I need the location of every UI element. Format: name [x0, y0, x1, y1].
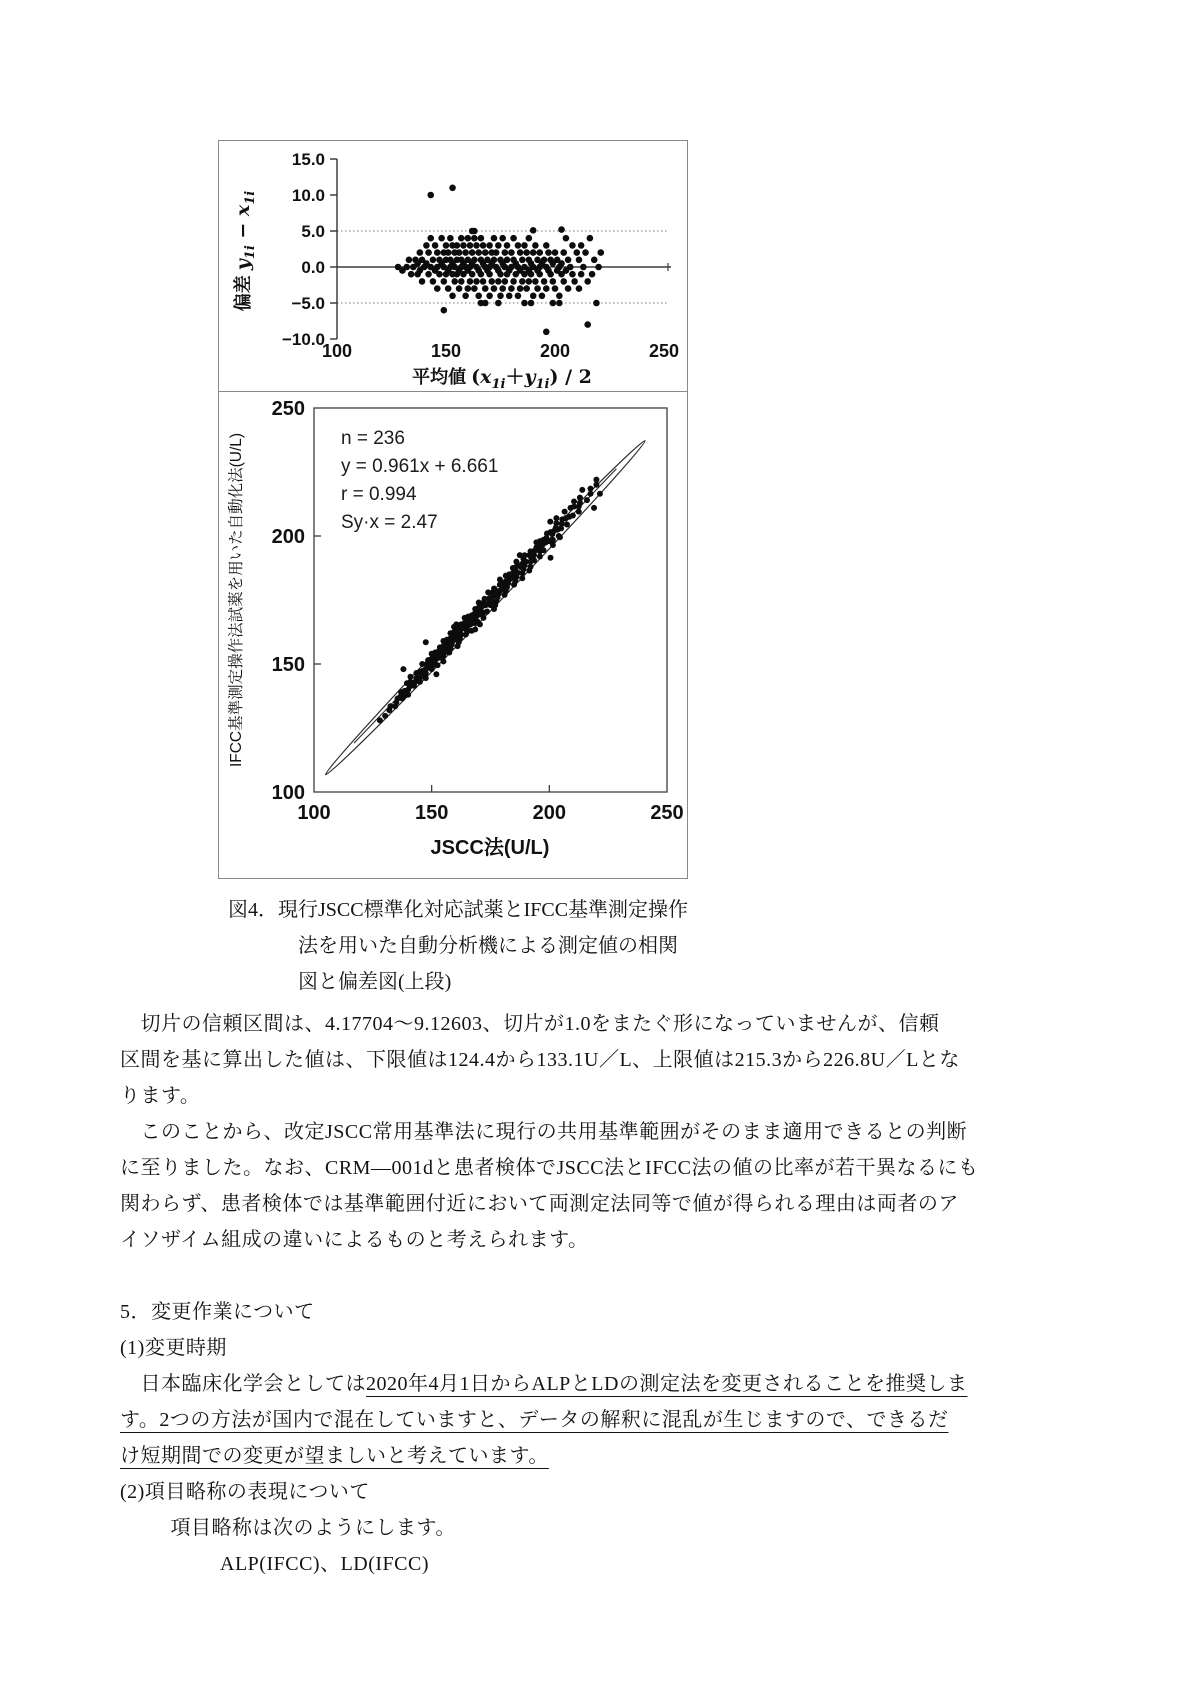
stats-annotation: [341, 428, 498, 533]
x-tick-label: 250: [648, 341, 680, 361]
data-point: [519, 575, 525, 581]
data-point: [460, 271, 467, 278]
y-tick-label: 250: [271, 398, 305, 420]
data-point: [543, 242, 550, 249]
text-line: [120, 1438, 1080, 1474]
data-point: [414, 271, 421, 278]
data-point: [392, 703, 398, 709]
text-line: 項目略称は次のようにします。: [150, 1517, 456, 1539]
underlined-text: け短期間での変更が望ましいと考えています。: [120, 1445, 549, 1467]
data-point: [569, 271, 576, 278]
data-point: [593, 482, 599, 488]
y-tick-label: 15.0: [291, 150, 325, 169]
figure-caption: [228, 892, 788, 1000]
deviation-chart-panel: [218, 140, 688, 392]
data-point: [571, 278, 578, 285]
text-line: に至りました。なお、CRM―001dと患者検体でJSCC法とIFCC法の値の比率が若干異なるにも: [120, 1157, 979, 1179]
data-point: [502, 278, 509, 285]
data-point: [445, 249, 452, 256]
data-point: [530, 227, 537, 234]
data-point: [550, 537, 556, 543]
data-point: [530, 293, 537, 300]
data-point: [564, 521, 570, 527]
data-point: [462, 249, 469, 256]
svg-text:偏差 y1i − x1i: 偏差 $y_{1i} - x_{1i}$: [232, 190, 258, 312]
data-point: [488, 278, 495, 285]
data-point: [587, 235, 594, 242]
data-point: [574, 249, 581, 256]
data-point: [480, 242, 487, 249]
data-point: [562, 509, 568, 515]
data-point: [423, 639, 429, 645]
data-point: [469, 271, 476, 278]
data-point: [543, 285, 550, 292]
data-point: [565, 257, 572, 264]
data-point: [537, 553, 543, 559]
data-point: [478, 235, 485, 242]
data-point: [499, 285, 506, 292]
data-point: [543, 329, 550, 336]
data-point: [482, 300, 489, 307]
data-point: [462, 293, 469, 300]
data-point: [446, 649, 452, 655]
data-point: [597, 491, 603, 497]
data-point: [427, 235, 434, 242]
data-point: [436, 271, 443, 278]
data-point: [565, 285, 572, 292]
data-point: [593, 477, 599, 483]
data-point: [491, 606, 497, 612]
data-point: [419, 278, 426, 285]
data-point: [438, 235, 445, 242]
data-point: [591, 505, 597, 511]
data-point: [550, 278, 557, 285]
data-point: [558, 226, 565, 233]
y-tick-label: 5.0: [301, 222, 325, 241]
data-point: [558, 271, 565, 278]
caption-line: 図と偏差図(上段): [298, 971, 452, 993]
stats-line: r = 0.994: [341, 484, 417, 505]
data-point: [458, 278, 465, 285]
data-point: [521, 300, 528, 307]
data-point: [406, 257, 413, 264]
y-tick-label: 0.0: [301, 258, 325, 277]
deviation-chart: [219, 141, 685, 389]
data-point: [405, 687, 411, 693]
data-point: [569, 242, 576, 249]
data-point: [584, 278, 591, 285]
data-point: [445, 285, 452, 292]
data-point: [588, 486, 594, 492]
data-point: [425, 249, 432, 256]
data-point: [475, 249, 482, 256]
data-point: [486, 242, 493, 249]
text-line: (1)変更時期: [120, 1337, 227, 1359]
x-tick-label: 150: [430, 341, 462, 361]
data-point: [473, 242, 480, 249]
data-point: [582, 249, 589, 256]
caption-line: 図4．現行JSCC標準化対応試薬とIFCC基準測定操作: [228, 899, 689, 921]
data-point: [484, 609, 490, 615]
y-tick-label: 100: [271, 782, 305, 804]
text-line: 関わらず、患者検体では基準範囲付近において両測定法同等で値が得られる理由は両者のア: [120, 1193, 959, 1215]
data-point: [443, 271, 450, 278]
data-point: [531, 557, 537, 563]
data-point: [399, 696, 405, 702]
data-point: [504, 242, 511, 249]
y-tick-label: −5.0: [291, 294, 325, 313]
data-point: [547, 271, 554, 278]
data-point: [521, 242, 528, 249]
data-point: [441, 278, 448, 285]
data-point: [440, 658, 446, 664]
data-point: [506, 293, 513, 300]
data-point: [557, 534, 563, 540]
data-point: [502, 249, 509, 256]
data-point: [588, 491, 594, 497]
data-point: [532, 278, 539, 285]
data-point: [571, 498, 577, 504]
text-line: 5．変更作業について: [120, 1301, 315, 1323]
stats-line: n = 236: [341, 428, 405, 449]
data-point: [591, 257, 598, 264]
data-point: [536, 271, 543, 278]
data-point: [595, 264, 602, 271]
correlation-chart: [219, 392, 685, 874]
data-point: [455, 643, 461, 649]
data-point: [471, 228, 478, 235]
data-point: [584, 321, 591, 328]
data-point: [560, 278, 567, 285]
deviation-plot-area: [282, 150, 679, 361]
data-point: [480, 615, 486, 621]
svg-text:平均値 (x1i＋y1i) / 2: 平均値 $(x_{1i}+y_{1i}) / 2$: [412, 366, 592, 389]
stats-line: y = 0.961x + 6.661: [341, 456, 499, 477]
data-point: [517, 249, 524, 256]
data-point: [548, 555, 554, 561]
data-point: [449, 293, 456, 300]
data-point: [556, 300, 563, 307]
data-point: [491, 285, 498, 292]
data-point: [534, 285, 541, 292]
data-point: [411, 683, 417, 689]
data-point: [597, 249, 604, 256]
data-point: [407, 674, 413, 680]
y-tick-label: 200: [271, 526, 305, 548]
data-point: [523, 249, 530, 256]
data-point: [526, 568, 532, 574]
data-point: [552, 249, 559, 256]
text-line: [120, 1402, 1080, 1438]
data-point: [512, 271, 519, 278]
data-point: [528, 271, 535, 278]
data-point: [473, 278, 480, 285]
data-point: [576, 504, 582, 510]
data-point: [552, 285, 559, 292]
data-point: [526, 235, 533, 242]
data-point: [528, 300, 535, 307]
data-point: [519, 278, 526, 285]
data-point: [471, 235, 478, 242]
data-point: [467, 278, 474, 285]
data-point: [472, 626, 478, 632]
data-point: [531, 552, 537, 558]
y-tick-label: 150: [271, 654, 305, 676]
data-point: [560, 249, 567, 256]
data-point: [541, 278, 548, 285]
data-point: [471, 285, 478, 292]
data-point: [469, 249, 476, 256]
correlation-chart-panel: [218, 391, 688, 879]
data-point: [425, 271, 432, 278]
data-point: [578, 271, 585, 278]
data-point: [486, 293, 493, 300]
data-point: [589, 271, 596, 278]
data-point: [408, 271, 415, 278]
x-tick-label: 100: [297, 802, 331, 824]
data-point: [497, 271, 504, 278]
data-point: [382, 713, 388, 719]
data-point: [399, 267, 406, 274]
data-point: [440, 653, 446, 659]
data-point: [580, 264, 587, 271]
text-line: ALP(IFCC)、LD(IFCC): [220, 1553, 430, 1575]
data-point: [495, 300, 502, 307]
data-point: [405, 692, 411, 698]
data-point: [465, 235, 472, 242]
text-line: 区間を基に算出した値は、下限値は124.4から133.1U／L、上限値は215.3から226.8U／Lとな: [120, 1049, 960, 1071]
data-point: [550, 300, 557, 307]
data-point: [377, 717, 383, 723]
data-point: [576, 285, 583, 292]
data-point: [576, 257, 583, 264]
data-point: [504, 271, 511, 278]
data-point: [434, 285, 441, 292]
data-point: [515, 293, 522, 300]
data-point: [556, 293, 563, 300]
data-point: [545, 249, 552, 256]
data-point: [526, 278, 533, 285]
data-point: [553, 515, 559, 521]
data-point: [432, 242, 439, 249]
body-text: [120, 1006, 1080, 1582]
data-point: [434, 249, 441, 256]
text-line: 切片の信頼区間は、4.17704～9.12603、切片が1.0をまたぐ形になっていませんが、信頼: [120, 1013, 940, 1035]
data-point: [433, 671, 439, 677]
data-point: [423, 670, 429, 676]
caption-line: 法を用いた自動分析機による測定値の相関: [298, 935, 678, 957]
text-line: ります。: [120, 1085, 201, 1107]
data-point: [423, 675, 429, 681]
data-point: [454, 271, 461, 278]
underlined-text: 2020年4月1日からALPとLDの測定法を変更されることを推奨しま: [366, 1373, 968, 1395]
data-point: [456, 249, 463, 256]
y-tick-label: −10.0: [281, 330, 325, 349]
data-point: [454, 242, 461, 249]
x-tick-label: 100: [321, 341, 353, 361]
data-point: [519, 257, 526, 264]
data-point: [458, 235, 465, 242]
data-point: [430, 278, 437, 285]
data-point: [578, 242, 585, 249]
data-point: [417, 249, 424, 256]
text-line: [120, 1258, 1080, 1294]
data-point: [467, 242, 474, 249]
data-point: [577, 495, 583, 501]
data-point: [523, 285, 530, 292]
text-line: このことから、改定JSCC常用基準法に現行の共用基準範囲がそのまま適用できるとの判断: [120, 1121, 968, 1143]
data-point: [449, 185, 456, 192]
x-tick-label: 200: [539, 341, 571, 361]
data-point: [497, 293, 504, 300]
data-point: [429, 666, 435, 672]
data-point: [482, 249, 489, 256]
x-tick-label: 150: [414, 802, 449, 824]
data-point: [477, 621, 483, 627]
data-point: [508, 249, 515, 256]
y-tick-label: 10.0: [291, 186, 325, 205]
data-point: [447, 235, 454, 242]
data-point: [410, 264, 417, 271]
x-axis-title: JSCC法(U/L): [430, 837, 550, 859]
data-point: [550, 260, 557, 267]
data-point: [521, 271, 528, 278]
data-point: [430, 257, 437, 264]
data-point: [549, 531, 555, 537]
figure-4: [218, 140, 688, 879]
data-point: [400, 666, 406, 672]
data-point: [563, 235, 570, 242]
data-point: [480, 278, 487, 285]
data-point: [460, 242, 467, 249]
data-point: [495, 242, 502, 249]
data-point: [451, 278, 458, 285]
data-point: [547, 519, 553, 525]
data-point: [417, 679, 423, 685]
stats-line: Sy·x = 2.47: [341, 512, 438, 533]
x-tick-label: 200: [532, 802, 567, 824]
x-tick-label: 250: [650, 802, 684, 824]
data-point: [558, 525, 564, 531]
data-point: [593, 300, 600, 307]
data-point: [499, 235, 506, 242]
text-line: イソザイム組成の違いによるものと考えられます。: [120, 1229, 589, 1251]
data-point: [510, 235, 517, 242]
data-point: [486, 271, 493, 278]
underlined-text: す。2つの方法が国内で混在していますと、データの解釈に混乱が生じますので、できるだ: [120, 1409, 949, 1431]
data-point: [463, 632, 469, 638]
data-point: [443, 242, 450, 249]
data-point: [536, 249, 543, 256]
scatter-points: [395, 185, 604, 336]
data-point: [502, 592, 508, 598]
data-point: [508, 285, 515, 292]
data-point: [540, 547, 546, 553]
data-point: [584, 497, 590, 503]
data-point: [579, 487, 585, 493]
data-point: [482, 285, 489, 292]
data-point: [386, 707, 392, 713]
data-point: [427, 192, 434, 199]
data-point: [570, 513, 576, 519]
data-point: [423, 242, 430, 249]
data-point: [478, 271, 485, 278]
data-point: [510, 278, 517, 285]
data-point: [511, 582, 517, 588]
data-point: [475, 293, 482, 300]
data-point: [491, 235, 498, 242]
data-point: [539, 293, 546, 300]
data-point: [495, 278, 502, 285]
data-point: [515, 242, 522, 249]
data-point: [519, 570, 525, 576]
y-axis-title: IFCC基準測定操作法試薬を用いた自動化法(U/L): [228, 432, 245, 768]
caption-label: 図4．: [228, 899, 278, 921]
data-point: [530, 249, 537, 256]
text-line: (2)項目略称の表現について: [120, 1481, 370, 1503]
data-point: [465, 285, 472, 292]
data-point: [517, 285, 524, 292]
data-point: [435, 662, 441, 668]
data-point: [532, 242, 539, 249]
data-point: [576, 509, 582, 515]
data-point: [456, 285, 463, 292]
text-line: 日本臨床化学会としては2020年4月1日からALPとLDの測定法を変更されることを推奨しま: [120, 1373, 968, 1395]
data-point: [441, 307, 448, 314]
data-point: [493, 249, 500, 256]
data-point: [550, 542, 556, 548]
